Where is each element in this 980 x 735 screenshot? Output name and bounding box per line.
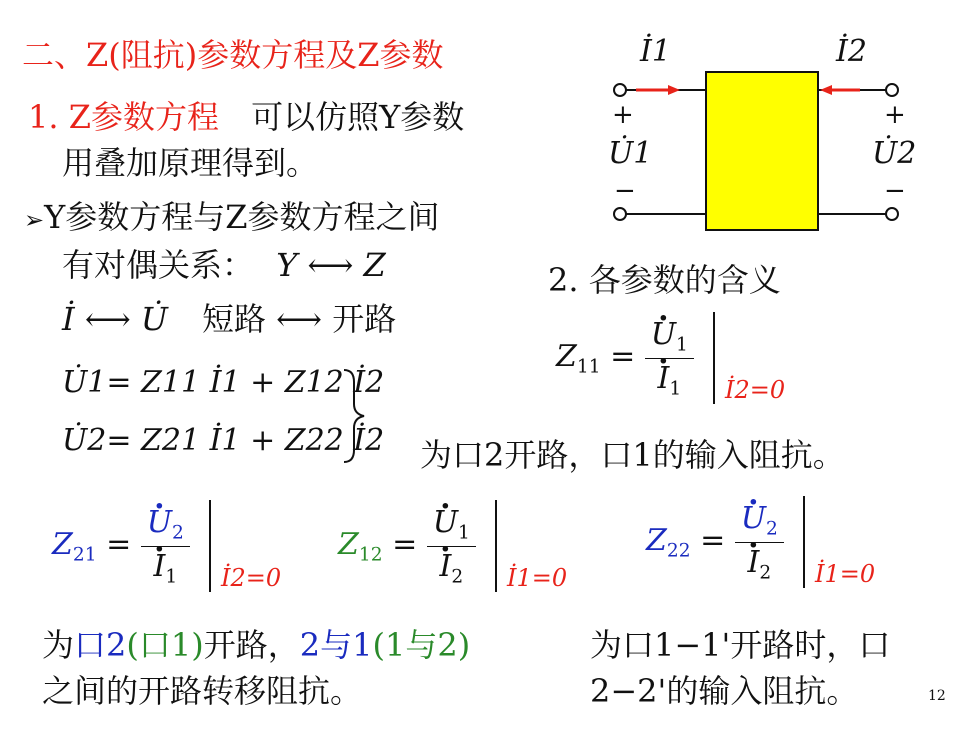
- section1-text2: 用叠加原理得到。: [62, 144, 319, 182]
- terminal-1: [614, 84, 626, 96]
- z11-description: 为口2开路，口1的输入阻抗。: [420, 436, 845, 474]
- bullet-text2: 有对偶关系：: [62, 246, 255, 284]
- label-minus-1: −: [614, 176, 636, 206]
- label-minus-2: −: [884, 176, 906, 206]
- section1-heading: 1. Z参数方程: [28, 98, 219, 136]
- terminal-2: [886, 84, 898, 96]
- z12-formula: $Z_{12}$ = · $U_1$ · $I_2$ İ1=0: [338, 500, 567, 592]
- label-plus-1: +: [612, 100, 634, 130]
- page-title: 二、Z(阻抗)参数方程及Z参数: [22, 36, 444, 74]
- duality-iu: İ ⟷ U̇: [62, 300, 168, 338]
- label-i1: İ1: [640, 34, 671, 69]
- bottom-right-line2: 2−2'的输入阻抗。: [590, 672, 859, 710]
- z21-formula: $Z_{21}$ = · $U_2$ · $I_1$ İ2=0: [52, 500, 281, 592]
- brace-icon: [340, 366, 370, 466]
- arrow-head-2-icon: [820, 85, 832, 95]
- section2-heading: 2. 各参数的含义: [548, 261, 781, 299]
- bullet-line2: [62, 240, 386, 286]
- z11-formula: $Z_{11}$ = · $U_1$ · $I_1$ İ2=0: [556, 312, 785, 404]
- label-u2: U̇2: [872, 136, 917, 171]
- label-i2: İ2: [836, 34, 867, 69]
- bullet-line3: [62, 294, 396, 340]
- duality-short-open: 短路 ⟷ 开路: [202, 300, 397, 338]
- z12-condition: İ1=0: [506, 564, 568, 592]
- section1-text1: 可以仿照Y参数: [251, 98, 465, 136]
- z22-condition: İ1=0: [814, 560, 876, 588]
- two-port-box: [706, 72, 818, 230]
- bottom-left-line2: 之间的开路转移阻抗。: [42, 672, 363, 710]
- equation-1: U̇1= Z11 İ1 + Z12 İ2: [62, 365, 385, 400]
- label-u1: U̇1: [608, 136, 653, 171]
- duality-yz: Y ⟷ Z: [276, 246, 386, 284]
- bottom-right-line1: 为口1−1'开路时，口: [590, 626, 891, 664]
- z11-condition: İ2=0: [724, 376, 786, 404]
- label-plus-2: +: [884, 100, 906, 130]
- z21-condition: İ2=0: [220, 564, 282, 592]
- equation-2: U̇2= Z21 İ1 + Z22 İ2: [62, 423, 385, 458]
- terminal-2-prime: [886, 208, 898, 220]
- section1-line1: [28, 92, 464, 138]
- bottom-left-line1: 为口2(口1)开路，2与1(1与2): [42, 626, 471, 664]
- page-number: 12: [928, 688, 946, 704]
- terminal-1-prime: [614, 208, 626, 220]
- z22-formula: $Z_{22}$ = · $U_2$ · $I_2$ İ1=0: [646, 496, 875, 588]
- bullet-text1: Y参数方程与Z参数方程之间: [44, 198, 440, 236]
- bullet-line1: [24, 192, 439, 238]
- arrow-head-1-icon: [668, 85, 680, 95]
- bullet-marker-icon: ➢: [24, 206, 45, 234]
